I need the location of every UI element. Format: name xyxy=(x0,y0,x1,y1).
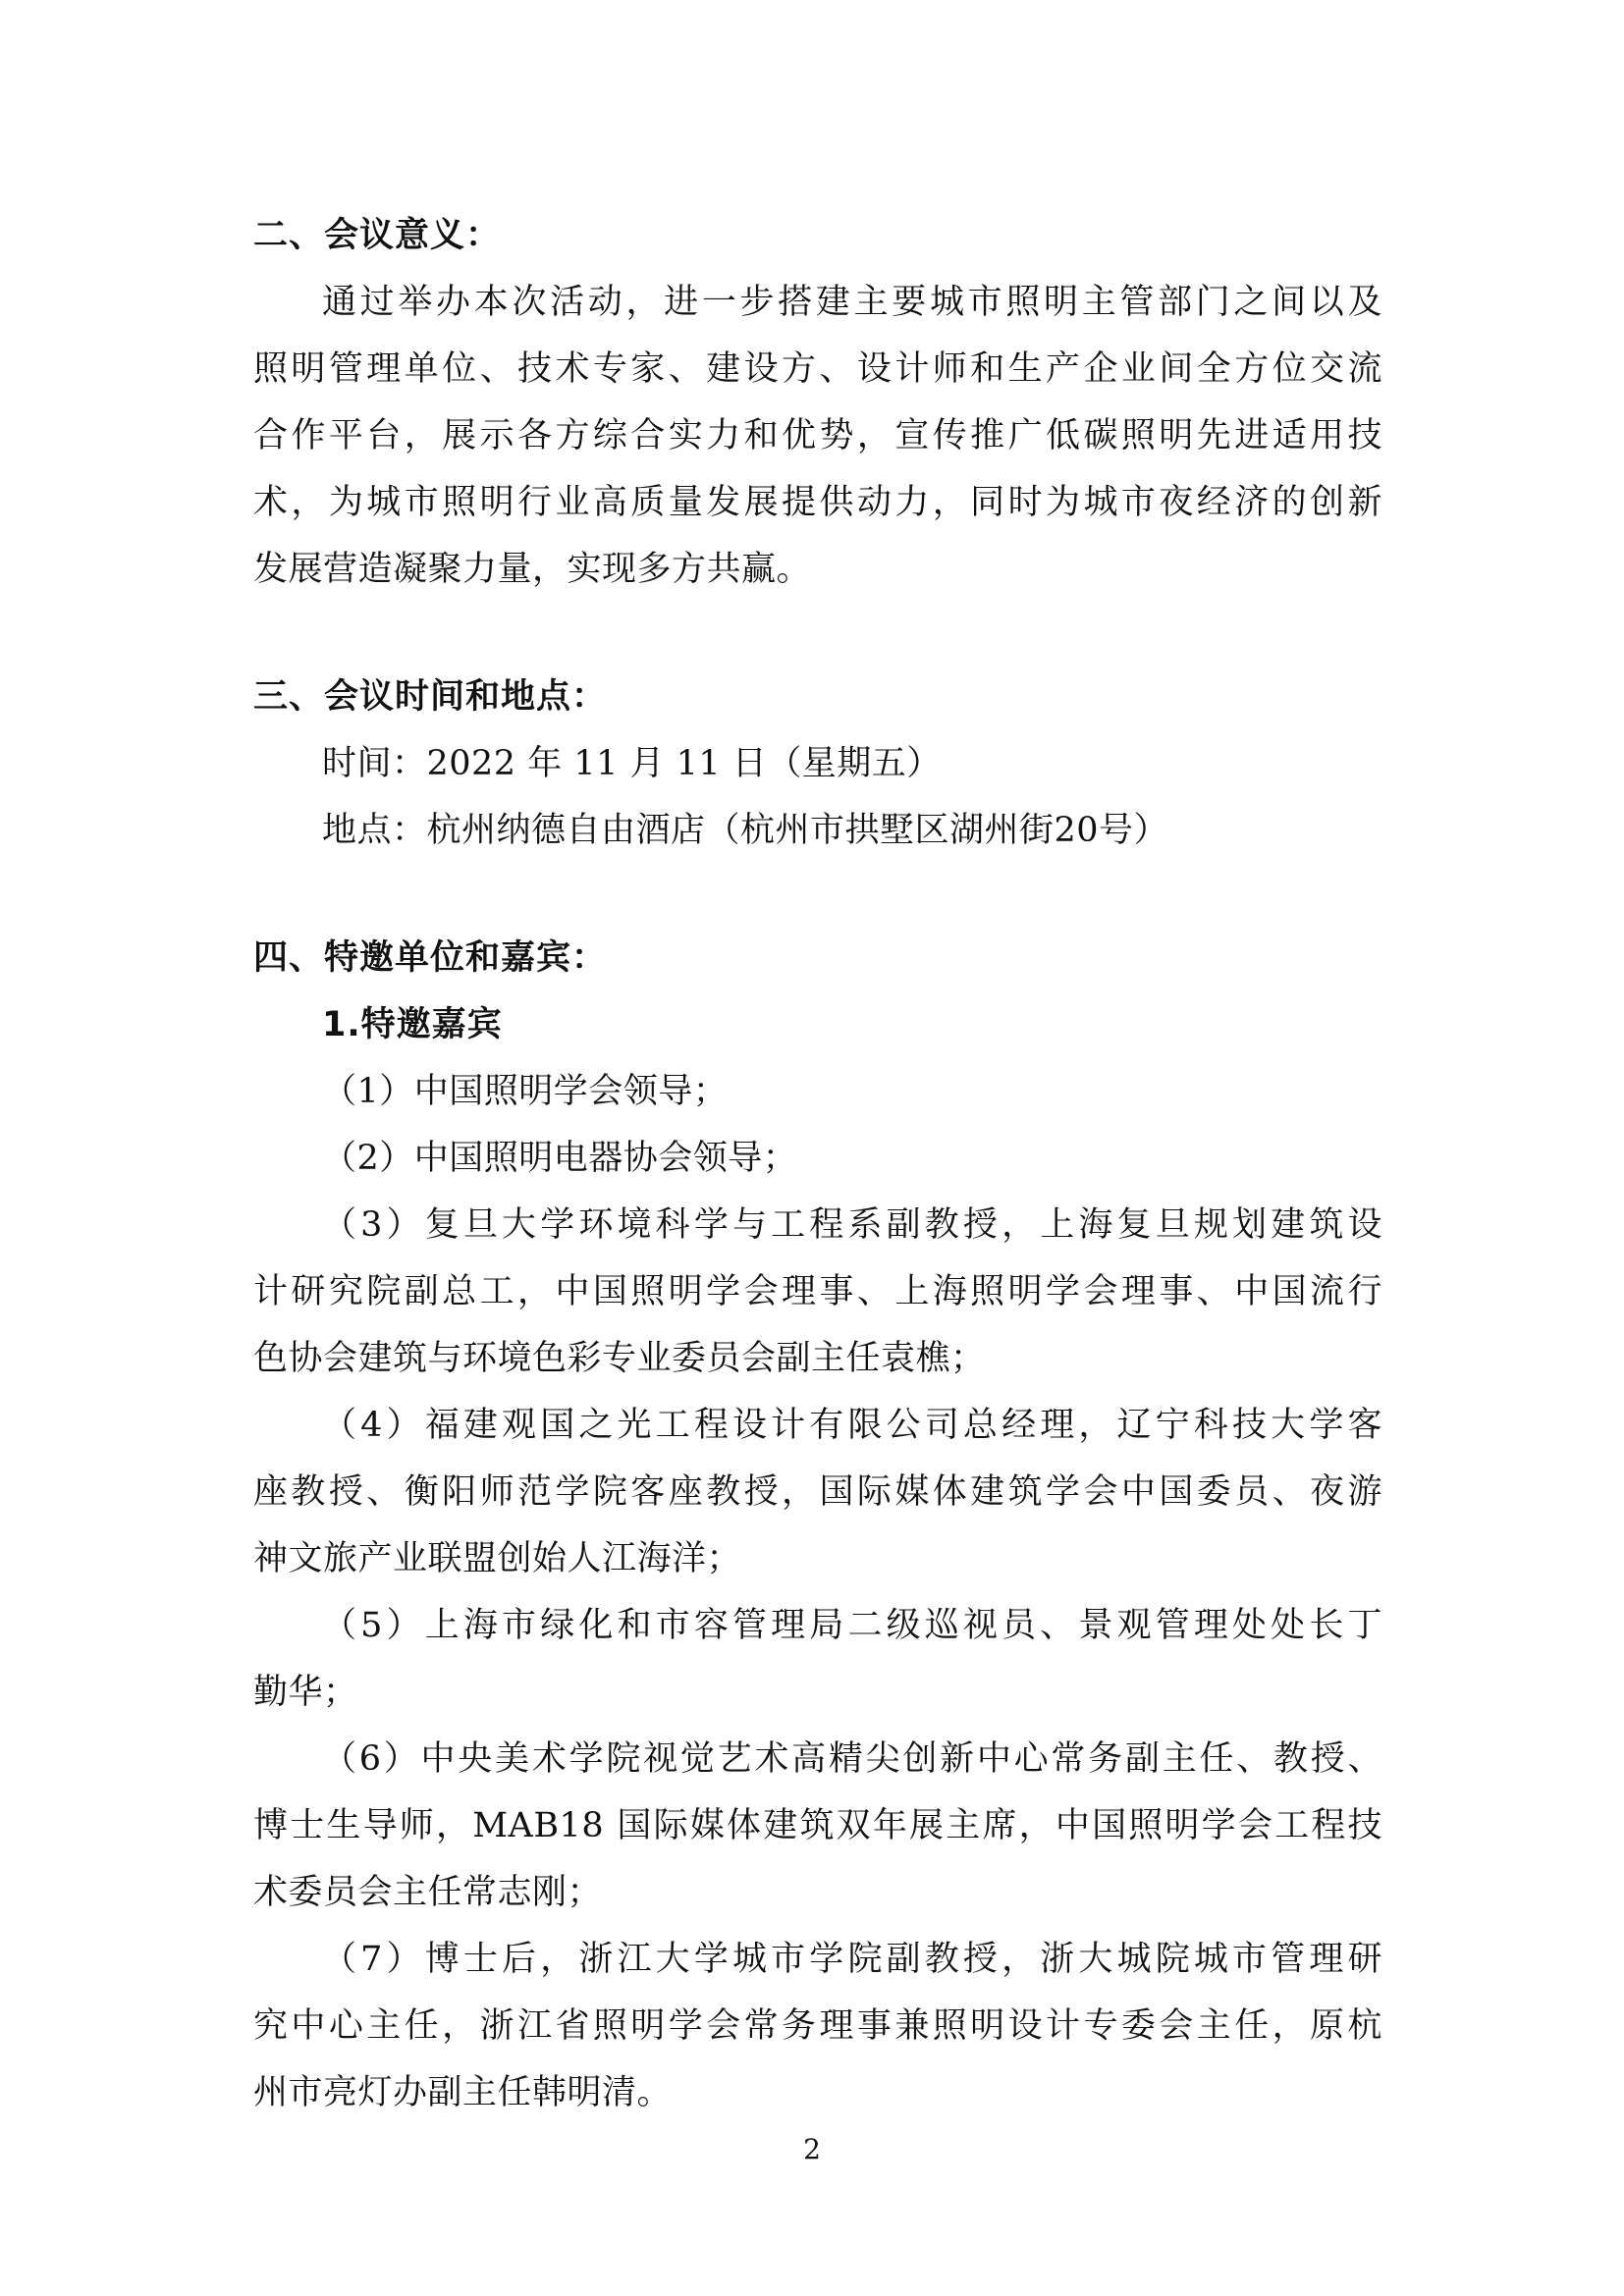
guest-item-continued: 神文旅产业联盟创始人江海洋； xyxy=(253,1539,742,1578)
guest-item: （2）中国照明电器协会领导； xyxy=(322,1139,798,1178)
guest-item-continued: 勤华； xyxy=(253,1673,358,1712)
guest-item-continued: 究中心主任，浙江省照明学会常务理事兼照明设计专委会主任，原杭 xyxy=(253,2006,1382,2046)
paragraph-line: 术，为城市照明行业高质量发展提供动力，同时为城市夜经济的创新 xyxy=(253,483,1382,522)
guest-item: （3）复旦大学环境科学与工程系副教授，上海复旦规划建筑设 xyxy=(322,1205,1382,1245)
guest-item-continued: 博士生导师，MAB18 国际媒体建筑双年展主席，中国照明学会工程技 xyxy=(253,1806,1382,1845)
guest-item: （6）中央美术学院视觉艺术高精尖创新中心常务副主任、教授、 xyxy=(322,1739,1382,1779)
guest-item: （7）博士后，浙江大学城市学院副教授，浙大城院城市管理研 xyxy=(322,1940,1382,1979)
meeting-time: 时间：2022 年 11 月 11 日（星期五） xyxy=(322,744,942,783)
paragraph-line: 合作平台，展示各方综合实力和优势，宣传推广低碳照明先进适用技 xyxy=(253,416,1382,455)
paragraph-line: 通过举办本次活动，进一步搭建主要城市照明主管部门之间以及 xyxy=(322,283,1382,322)
section-heading-meaning: 二、会议意义： xyxy=(253,216,502,255)
guest-item-continued: 色协会建筑与环境色彩专业委员会副主任袁樵； xyxy=(253,1339,986,1378)
guest-item-continued: 计研究院副总工，中国照明学会理事、上海照明学会理事、中国流行 xyxy=(253,1272,1382,1311)
guest-item: （1）中国照明学会领导； xyxy=(322,1072,729,1111)
guest-item-continued: 州市亮灯办副主任韩明清。 xyxy=(253,2073,673,2112)
section-heading-guests: 四、特邀单位和嘉宾： xyxy=(253,938,608,978)
guest-item: （4）福建观国之光工程设计有限公司总经理，辽宁科技大学客 xyxy=(322,1406,1382,1445)
meeting-place: 地点：杭州纳德自由酒店（杭州市拱墅区湖州街20号） xyxy=(322,811,1169,850)
guest-item-continued: 术委员会主任常志刚； xyxy=(253,1873,603,1912)
guest-item: （5）上海市绿化和市容管理局二级巡视员、景观管理处处长丁 xyxy=(322,1606,1382,1645)
page-number: 2 xyxy=(803,2133,821,2165)
paragraph-line: 照明管理单位、技术专家、建设方、设计师和生产企业间全方位交流 xyxy=(253,349,1382,389)
paragraph-line: 发展营造凝聚力量，实现多方共赢。 xyxy=(253,550,812,589)
subheading-special-guests: 1.特邀嘉宾 xyxy=(322,1005,503,1044)
guest-item-continued: 座教授、衡阳师范学院客座教授，国际媒体建筑学会中国委员、夜游 xyxy=(253,1472,1382,1512)
section-heading-time-place: 三、会议时间和地点： xyxy=(253,677,608,717)
